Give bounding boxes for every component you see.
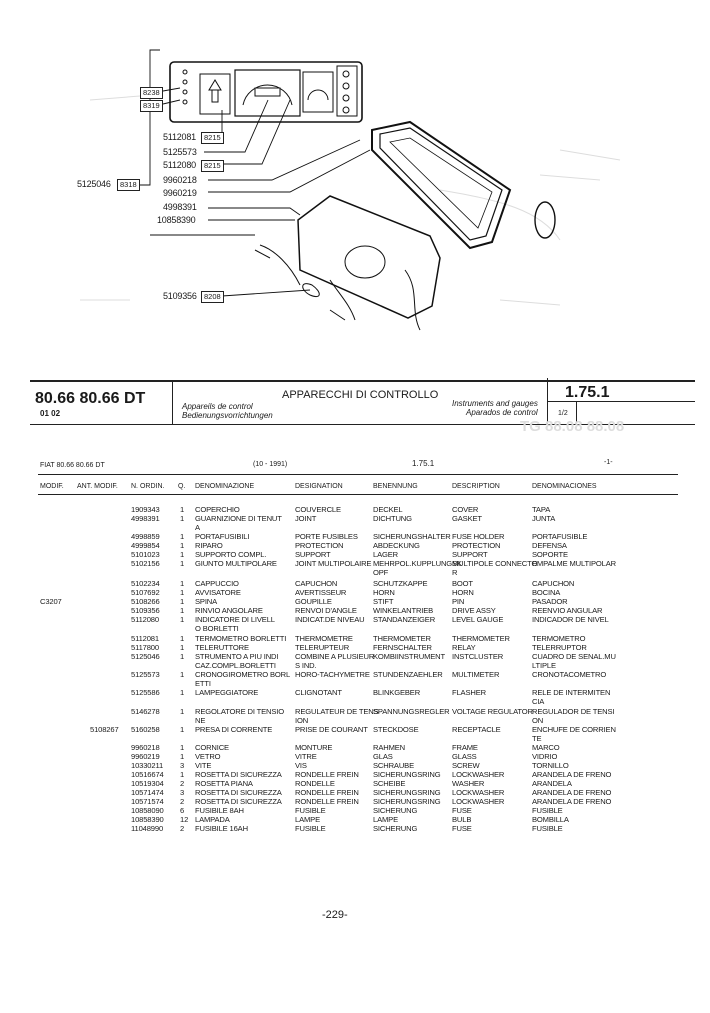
table-row [0, 815, 710, 824]
german-name-cell: SICHERUNGSRING [373, 788, 441, 797]
spanish-name-cell: PORTAFUSIBLE [532, 532, 588, 541]
german-name-cell: HORN [373, 588, 395, 597]
french-name-cell: S IND. [295, 661, 317, 670]
french-name-cell: TELERUPTEUR [295, 643, 350, 652]
quantity-cell: 1 [180, 743, 185, 752]
spanish-name-cell: FUSIBLE [532, 824, 563, 833]
quantity-cell: 1 [180, 532, 185, 541]
table-row [0, 559, 710, 568]
quantity-cell: 3 [180, 788, 185, 797]
italian-name-cell: GUARNIZIONE DI TENUT [195, 514, 282, 523]
table-row [0, 707, 710, 716]
table-row [0, 624, 710, 633]
english-name-cell: FUSE [452, 806, 472, 815]
title-de: Bedienungsvorrichtungen [182, 411, 273, 420]
part-number-cell: 10858390 [131, 815, 164, 824]
list-date: (10 - 1991) [253, 461, 288, 468]
italian-name-cell: ROSETTA DI SICUREZZA [195, 788, 282, 797]
quantity-cell: 2 [180, 797, 185, 806]
spanish-name-cell: BOMBILLA [532, 815, 569, 824]
english-name-cell: WASHER [452, 779, 485, 788]
italian-name-cell: LAMPADA [195, 815, 230, 824]
italian-name-cell: NE [195, 716, 206, 725]
english-name-cell: R [452, 568, 458, 577]
table-row [0, 788, 710, 797]
english-name-cell: THERMOMETER [452, 634, 510, 643]
ref-box: 8238 [140, 87, 163, 99]
italian-name-cell: GIUNTO MULTIPOLARE [195, 559, 277, 568]
italian-name-cell: CRONOGIROMETRO BORL [195, 670, 291, 679]
german-name-cell: SICHERUNG [373, 806, 418, 815]
ref-box: 8318 [117, 179, 140, 191]
english-name-cell: FRAME [452, 743, 478, 752]
italian-name-cell: PRESA DI CORRENTE [195, 725, 273, 734]
italian-name-cell: ROSETTA DI SICUREZZA [195, 770, 282, 779]
french-name-cell: REGULATEUR DE TENS [295, 707, 379, 716]
german-name-cell: DECKEL [373, 505, 403, 514]
english-name-cell: GLASS [452, 752, 477, 761]
german-name-cell: WINKELANTRIEB [373, 606, 434, 615]
col-denominaciones: DENOMINACIONES [532, 483, 597, 490]
french-name-cell: RONDELLE [295, 779, 335, 788]
italian-name-cell: CORNICE [195, 743, 229, 752]
spanish-name-cell: DEFENSA [532, 541, 567, 550]
spanish-name-cell: ARANDELA DE FRENO [532, 797, 612, 806]
table-row [0, 661, 710, 670]
part-number-cell: 10571474 [131, 788, 164, 797]
english-name-cell: PROTECTION [452, 541, 501, 550]
spanish-name-cell: TELERRUPTOR [532, 643, 587, 652]
french-name-cell: JOINT MULTIPOLAIRE [295, 559, 372, 568]
german-name-cell: THERMOMETER [373, 634, 431, 643]
english-name-cell: LEVEL GAUGE [452, 615, 504, 624]
table-row [0, 734, 710, 743]
german-name-cell: SCHEIBE [373, 779, 406, 788]
german-name-cell: DICHTUNG [373, 514, 412, 523]
german-name-cell: BLINKGEBER [373, 688, 421, 697]
spanish-name-cell: PASADOR [532, 597, 568, 606]
table-row [0, 505, 710, 514]
english-name-cell: FLASHER [452, 688, 486, 697]
table-row [0, 532, 710, 541]
divider [38, 474, 678, 475]
spanish-name-cell: SOPORTE [532, 550, 568, 559]
german-name-cell: OPF [373, 568, 389, 577]
part-number-cell: 10519304 [131, 779, 164, 788]
col-benennung: BENENNUNG [373, 483, 418, 490]
spanish-name-cell: JUNTA [532, 514, 556, 523]
german-name-cell: STECKDOSE [373, 725, 419, 734]
german-name-cell: STANDANZEIGER [373, 615, 436, 624]
table-row [0, 743, 710, 752]
german-name-cell: SICHERUNGSRING [373, 770, 441, 779]
quantity-cell: 1 [180, 670, 185, 679]
english-name-cell: LOCKWASHER [452, 770, 505, 779]
quantity-cell: 1 [180, 688, 185, 697]
spanish-name-cell: ENCHUFE DE CORRIEN [532, 725, 616, 734]
italian-name-cell: A [195, 523, 200, 532]
quantity-cell: 12 [180, 815, 189, 824]
part-number-cell: 5102234 [131, 579, 160, 588]
french-name-cell: THERMOMETRE [295, 634, 353, 643]
quantity-cell: 1 [180, 550, 185, 559]
french-name-cell: ION [295, 716, 309, 725]
english-name-cell: GASKET [452, 514, 482, 523]
german-name-cell: SICHERUNG [373, 824, 418, 833]
italian-name-cell: FUSIBILE 16AH [195, 824, 248, 833]
table-row [0, 615, 710, 624]
spanish-name-cell: CUADRO DE SENAL.MU [532, 652, 616, 661]
quantity-cell: 1 [180, 634, 185, 643]
english-name-cell: VOLTAGE REGULATOR [452, 707, 533, 716]
part-number-cell: 10858090 [131, 806, 164, 815]
quantity-cell: 1 [180, 707, 185, 716]
quantity-cell: 1 [180, 514, 185, 523]
list-page: -1- [604, 459, 613, 466]
german-name-cell: ABDECKUNG [373, 541, 420, 550]
spanish-name-cell: CAPUCHON [532, 579, 575, 588]
part-number-cell: 11048990 [131, 824, 164, 833]
german-name-cell: STIFT [373, 597, 394, 606]
ref-box: 8215 [201, 160, 224, 172]
table-row [0, 688, 710, 697]
part-code: 4998391 [163, 202, 197, 212]
part-number-cell: 5101023 [131, 550, 160, 559]
spanish-name-cell: BOCINA [532, 588, 561, 597]
french-name-cell: VIS [295, 761, 307, 770]
french-name-cell: JOINT [295, 514, 317, 523]
english-name-cell: FUSE [452, 824, 472, 833]
french-name-cell: PRISE DE COURANT [295, 725, 368, 734]
german-name-cell: STUNDENZAEHLER [373, 670, 443, 679]
spanish-name-cell: REGULADOR DE TENSI [532, 707, 615, 716]
part-number-cell: 4999854 [131, 541, 160, 550]
german-name-cell: SPANNUNGSREGLER [373, 707, 450, 716]
part-number-cell: 5117800 [131, 643, 159, 652]
section-ref: 1.75.1 [565, 384, 610, 401]
italian-name-cell: INDICATORE DI LIVELL [195, 615, 275, 624]
english-name-cell: RECEPTACLE [452, 725, 501, 734]
part-number-cell: 5160258 [131, 725, 160, 734]
french-name-cell: HORO-TACHYMETRE [295, 670, 370, 679]
part-number-cell: 4998859 [131, 532, 160, 541]
italian-name-cell: TERMOMETRO BORLETTI [195, 634, 287, 643]
table-row [0, 697, 710, 706]
spanish-name-cell: TERMOMETRO [532, 634, 586, 643]
quantity-cell: 2 [180, 824, 185, 833]
table-row [0, 824, 710, 833]
part-number-cell: 9960219 [131, 752, 160, 761]
title-es: Aparados de control [466, 408, 538, 417]
table-row [0, 752, 710, 761]
quantity-cell: 1 [180, 505, 185, 514]
part-number-cell: 10571574 [131, 797, 164, 806]
quantity-cell: 1 [180, 725, 185, 734]
italian-name-cell: SUPPORTO COMPL. [195, 550, 267, 559]
quantity-cell: 6 [180, 806, 185, 815]
quantity-cell: 1 [180, 652, 185, 661]
part-number-cell: 10330211 [131, 761, 164, 770]
italian-name-cell: FUSIBILE 8AH [195, 806, 244, 815]
col-n-ordin: N. ORDIN. [131, 483, 165, 490]
part-code: 10858390 [157, 215, 196, 225]
french-name-cell: PORTE FUSIBLES [295, 532, 358, 541]
french-name-cell: INDICAT.DE NIVEAU [295, 615, 365, 624]
table-row [0, 652, 710, 661]
part-number-cell: 5102156 [131, 559, 160, 568]
col-ant-modif: ANT. MODIF. [77, 483, 118, 490]
spanish-name-cell: MARCO [532, 743, 560, 752]
ant-modif-cell: 5108267 [90, 725, 119, 734]
spanish-name-cell: TAPA [532, 505, 551, 514]
part-number-cell: 10516674 [131, 770, 164, 779]
part-number-cell: 5146278 [131, 707, 160, 716]
french-name-cell: MONTURE [295, 743, 333, 752]
table-row [0, 643, 710, 652]
italian-name-cell: CAPPUCCIO [195, 579, 239, 588]
part-number-cell: 5112080 [131, 615, 159, 624]
italian-name-cell: AVVISATORE [195, 588, 241, 597]
part-code: 5125573 [163, 147, 197, 157]
divider [38, 494, 678, 495]
italian-name-cell: VITE [195, 761, 212, 770]
english-name-cell: PIN [452, 597, 465, 606]
model-title: 80.66 80.66 DT [35, 390, 146, 407]
part-number-cell: 5107692 [131, 588, 160, 597]
spanish-name-cell: TE [532, 734, 542, 743]
english-name-cell: DRIVE ASSY [452, 606, 496, 615]
modif-cell: C3207 [40, 597, 62, 606]
german-name-cell: SCHUTZKAPPE [373, 579, 428, 588]
spanish-name-cell: CRONOTACOMETRO [532, 670, 607, 679]
german-name-cell: LAGER [373, 550, 398, 559]
table-row [0, 806, 710, 815]
french-name-cell: SUPPORT [295, 550, 331, 559]
col-description: DESCRIPTION [452, 483, 500, 490]
english-name-cell: RELAY [452, 643, 476, 652]
italian-name-cell: CAZ.COMPL.BORLETTI [195, 661, 276, 670]
spanish-name-cell: EMPALME MULTIPOLAR [532, 559, 616, 568]
table-row [0, 606, 710, 615]
english-name-cell: MULTIPOLE CONNECTO [452, 559, 538, 568]
french-name-cell: PROTECTION [295, 541, 344, 550]
french-name-cell: VITRE [295, 752, 317, 761]
part-number-cell: 5125573 [131, 670, 160, 679]
part-number-cell: 5125586 [131, 688, 160, 697]
spanish-name-cell: VIDRIO [532, 752, 558, 761]
german-name-cell: MEHRPOL.KUPPLUNGSK [373, 559, 462, 568]
french-name-cell: RONDELLE FREIN [295, 770, 359, 779]
part-code: 9960218 [163, 175, 197, 185]
english-name-cell: LOCKWASHER [452, 797, 505, 806]
italian-name-cell: RIPARO [195, 541, 223, 550]
ref-box: 8319 [140, 100, 163, 112]
table-row [0, 770, 710, 779]
col-q: Q. [178, 483, 186, 490]
spanish-name-cell: FUSIBLE [532, 806, 563, 815]
quantity-cell: 1 [180, 588, 185, 597]
quantity-cell: 1 [180, 643, 185, 652]
title-fr: Appareils de control [182, 402, 253, 411]
model-code: 01 02 [40, 409, 61, 418]
spanish-name-cell: LTIPLE [532, 661, 556, 670]
german-name-cell: SCHRAUBE [373, 761, 414, 770]
italian-name-cell: REGOLATORE DI TENSIO [195, 707, 284, 716]
part-code: 9960219 [163, 188, 197, 198]
list-ref: 1.75.1 [412, 459, 435, 468]
french-name-cell: GOUPILLE [295, 597, 332, 606]
part-code: 5112080 [163, 160, 196, 170]
italian-name-cell: COPERCHIO [195, 505, 240, 514]
italian-name-cell: RINVIO ANGOLARE [195, 606, 263, 615]
english-name-cell: BOOT [452, 579, 473, 588]
english-name-cell: FUSE HOLDER [452, 532, 505, 541]
quantity-cell: 2 [180, 779, 185, 788]
quantity-cell: 1 [180, 541, 185, 550]
german-name-cell: GLAS [373, 752, 393, 761]
col-modif: MODIF. [40, 483, 64, 490]
table-row [0, 568, 710, 577]
table-row [0, 597, 710, 606]
italian-name-cell: VETRO [195, 752, 221, 761]
english-name-cell: BULB [452, 815, 472, 824]
ref-box: 8215 [201, 132, 224, 144]
table-row [0, 588, 710, 597]
table-row [0, 779, 710, 788]
french-name-cell: CAPUCHON [295, 579, 338, 588]
bleed-through: TG 88.08 88.08 [520, 418, 625, 435]
page-index: 1/2 [558, 410, 568, 417]
italian-name-cell: SPINA [195, 597, 218, 606]
quantity-cell: 1 [180, 615, 185, 624]
french-name-cell: AVERTISSEUR [295, 588, 347, 597]
part-code: 5112081 [163, 132, 196, 142]
quantity-cell: 1 [180, 579, 185, 588]
quantity-cell: 1 [180, 559, 185, 568]
french-name-cell: CLIGNOTANT [295, 688, 342, 697]
german-name-cell: LAMPE [373, 815, 398, 824]
quantity-cell: 1 [180, 770, 185, 779]
table-row [0, 514, 710, 523]
part-code: 5109356 [163, 291, 197, 301]
english-name-cell: SCREW [452, 761, 480, 770]
spanish-name-cell: REENVIO ANGULAR [532, 606, 603, 615]
spanish-name-cell: ARANDELA [532, 779, 572, 788]
part-number-cell: 4998391 [131, 514, 160, 523]
part-code: 5125046 [77, 179, 111, 189]
spanish-name-cell: ARANDELA DE FRENO [532, 770, 612, 779]
spanish-name-cell: TORNILLO [532, 761, 569, 770]
section-title: APPARECCHI DI CONTROLLO [282, 389, 439, 401]
english-name-cell: LOCKWASHER [452, 788, 505, 797]
italian-name-cell: PORTAFUSIBILI [195, 532, 250, 541]
table-row [0, 579, 710, 588]
english-name-cell: COVER [452, 505, 479, 514]
part-number-cell: 5109356 [131, 606, 160, 615]
german-name-cell: KOMBIINSTRUMENT [373, 652, 446, 661]
spanish-name-cell: INDICADOR DE NIVEL [532, 615, 609, 624]
english-name-cell: INSTCLUSTER [452, 652, 504, 661]
table-row [0, 761, 710, 770]
part-number-cell: 5112081 [131, 634, 159, 643]
title-en: Instruments and gauges [452, 399, 538, 408]
spanish-name-cell: RELE DE INTERMITEN [532, 688, 611, 697]
table-row [0, 797, 710, 806]
quantity-cell: 1 [180, 606, 185, 615]
part-number-cell: 1909343 [131, 505, 160, 514]
part-number-cell: 5108266 [131, 597, 160, 606]
italian-name-cell: STRUMENTO A PIU INDI [195, 652, 279, 661]
spanish-name-cell: ON [532, 716, 544, 725]
table-row [0, 725, 710, 734]
part-number-cell: 9960218 [131, 743, 160, 752]
quantity-cell: 1 [180, 752, 185, 761]
part-number-cell: 5125046 [131, 652, 160, 661]
english-name-cell: SUPPORT [452, 550, 488, 559]
french-name-cell: RONDELLE FREIN [295, 797, 359, 806]
table-row [0, 716, 710, 725]
french-name-cell: RENVOI D'ANGLE [295, 606, 357, 615]
italian-name-cell: ETTI [195, 679, 211, 688]
ref-box: 8208 [201, 291, 224, 303]
italian-name-cell: ROSETTA PIANA [195, 779, 253, 788]
english-name-cell: MULTIMETER [452, 670, 500, 679]
italian-name-cell: O BORLETTI [195, 624, 239, 633]
english-name-cell: HORN [452, 588, 474, 597]
page-number: -229- [322, 909, 348, 921]
spanish-name-cell: ARANDELA DE FRENO [532, 788, 612, 797]
quantity-cell: 3 [180, 761, 185, 770]
german-name-cell: FERNSCHALTER [373, 643, 432, 652]
french-name-cell: COUVERCLE [295, 505, 341, 514]
col-designation: DESIGNATION [295, 483, 343, 490]
french-name-cell: COMBINE A PLUSIEUR [295, 652, 375, 661]
german-name-cell: RAHMEN [373, 743, 406, 752]
italian-name-cell: TELERUTTORE [195, 643, 249, 652]
col-denominazione: DENOMINAZIONE [195, 483, 255, 490]
table-row [0, 541, 710, 550]
quantity-cell: 1 [180, 597, 185, 606]
german-name-cell: SICHERUNGSRING [373, 797, 441, 806]
italian-name-cell: LAMPEGGIATORE [195, 688, 259, 697]
divider [172, 382, 173, 424]
table-row [0, 523, 710, 532]
list-model: FIAT 80.66 80.66 DT [40, 462, 105, 469]
italian-name-cell: ROSETTA DI SICUREZZA [195, 797, 282, 806]
table-row [0, 550, 710, 559]
french-name-cell: RONDELLE FREIN [295, 788, 359, 797]
table-row [0, 679, 710, 688]
german-name-cell: SICHERUNGSHALTER [373, 532, 451, 541]
french-name-cell: FUSIBLE [295, 806, 326, 815]
table-row [0, 670, 710, 679]
table-row [0, 634, 710, 643]
spanish-name-cell: CIA [532, 697, 545, 706]
french-name-cell: LAMPE [295, 815, 320, 824]
french-name-cell: FUSIBLE [295, 824, 326, 833]
